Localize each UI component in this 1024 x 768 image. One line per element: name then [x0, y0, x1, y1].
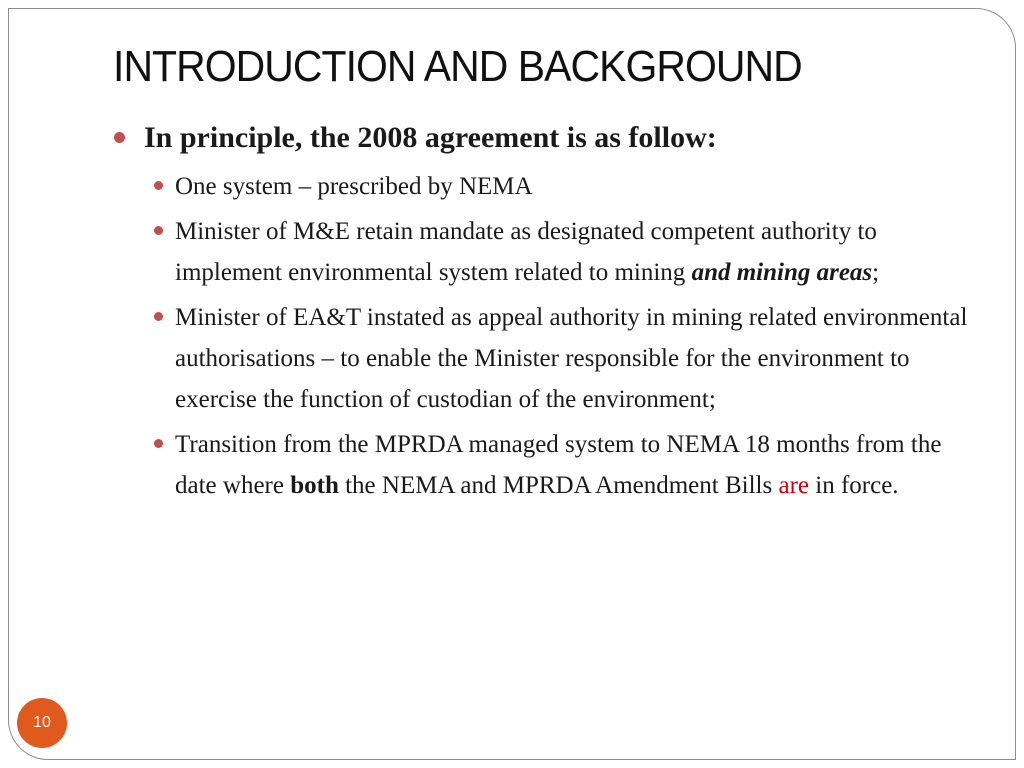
- sub-bullet-transition: [112, 424, 972, 506]
- main-bullet-text: In principle, the 2008 agreement is as follow:: [144, 121, 717, 154]
- main-bullet: [112, 118, 972, 158]
- bullet-dot-icon: [154, 312, 163, 321]
- sub-bullet-text: Minister of EA&T instated as appeal authority in mining related environmental authorisations – to enable the Minister responsible for the environment to exercise the function of custodian of the environment;: [175, 304, 968, 413]
- slide-content: [112, 118, 972, 510]
- sub-bullet-minister-me: [112, 211, 972, 293]
- emphasis-text: and mining areas: [691, 259, 873, 286]
- bullet-dot-icon: [114, 132, 125, 143]
- bullet-dot-icon: [154, 181, 163, 190]
- sub-bullet-text-middle: the NEMA and MPRDA Amendment Bills: [338, 472, 779, 499]
- slide-title: INTRODUCTION AND BACKGROUND: [113, 42, 802, 91]
- page-number-badge: 10: [17, 698, 67, 748]
- sub-bullet-minister-eat: [112, 297, 972, 420]
- sub-bullet-text: Transition from the MPRDA managed system to NEMA 18 months from the date where: [175, 431, 942, 499]
- bullet-dot-icon: [154, 226, 163, 235]
- sub-bullet-one-system: [112, 166, 972, 207]
- bullet-dot-icon: [154, 439, 163, 448]
- bold-text: both: [290, 472, 339, 499]
- sub-bullet-text: One system – prescribed by NEMA: [175, 173, 533, 200]
- sub-bullet-text: Minister of M&E retain mandate as designated competent authority to implement environmental system related to mining: [175, 218, 877, 286]
- sub-bullet-text-end: ;: [872, 259, 880, 286]
- sub-bullet-text-end: in force.: [809, 472, 899, 499]
- highlighted-text: are: [778, 472, 809, 499]
